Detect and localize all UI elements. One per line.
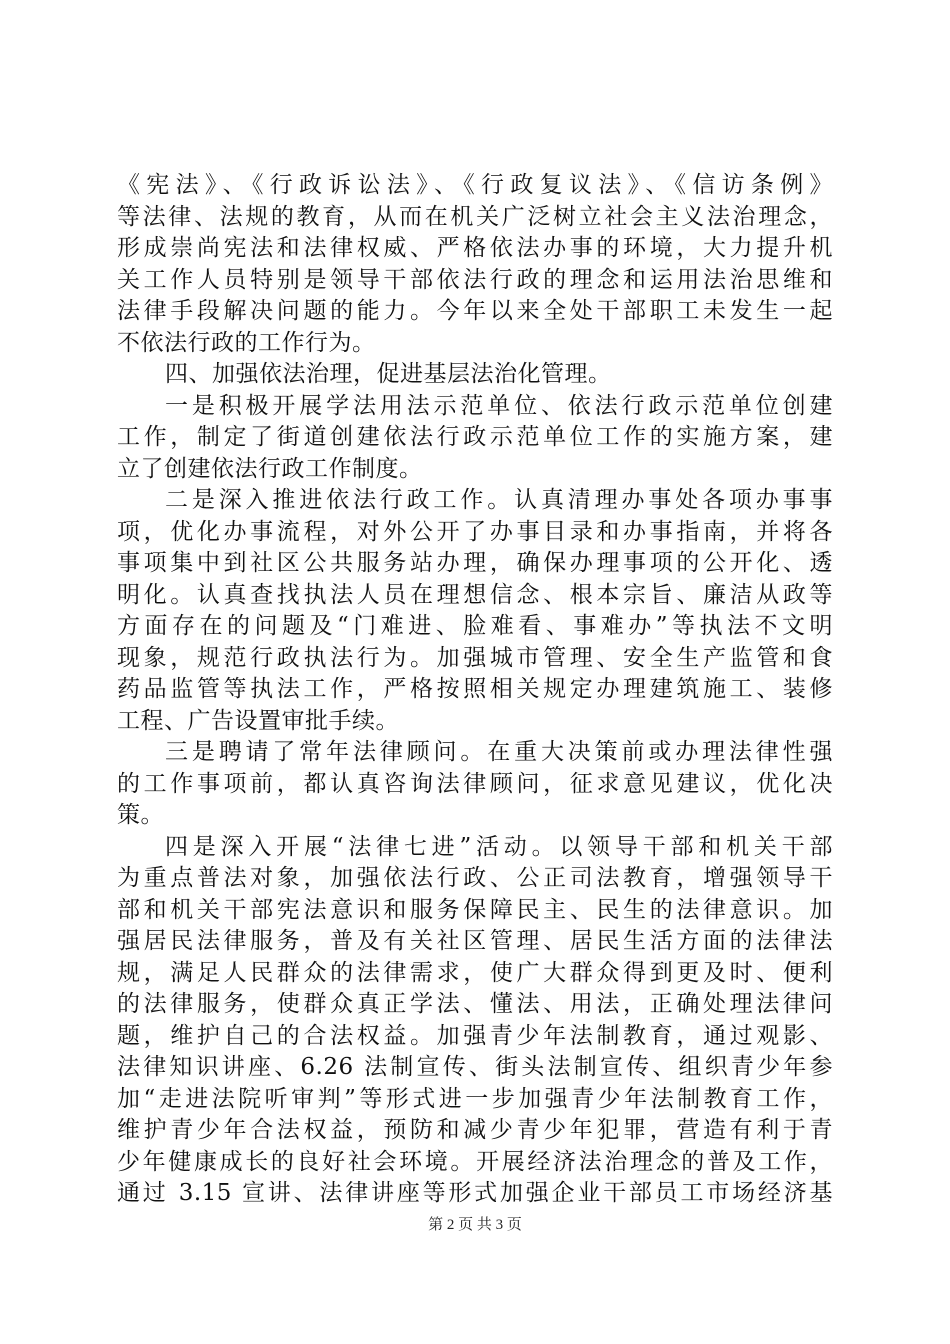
text-line: 《宪法》、《行政诉讼法》、《行政复议法》、《信访条例》 [117,172,833,198]
text-line: 四是深入开展“法律七进”活动。以领导干部和机关干部 [165,833,833,860]
text-line: 明化。认真查找执法人员在理想信念、根本宗旨、廉洁从政等 [117,581,833,608]
document-body [117,170,833,1210]
text-line: 为重点普法对象，加强依法行政、公正司法教育，增强领导干 [117,865,833,891]
text-line: 关工作人员特别是领导干部依法行政的理念和运用法治思维和 [117,266,833,293]
text-line: 四、加强依法治理，促进基层法治化管理。 [165,361,612,387]
text-line: 不依法行政的工作行为。 [117,329,376,356]
text-line: 强居民法律服务，普及有关社区管理、居民生活方面的法律法 [117,928,833,954]
text-line: 策。 [117,802,164,828]
text-line: 三是聘请了常年法律顾问。在重大决策前或办理法律性强 [165,739,833,765]
text-line: 法律知识讲座、6.26 法制宣传、街头法制宣传、组织青少年参 [117,1054,833,1080]
text-line: 的法律服务，使群众真正学法、懂法、用法，正确处理法律问 [117,991,833,1017]
text-line: 工程、广告设置审批手续。 [117,707,399,734]
text-line: 事项集中到社区公共服务站办理，确保办理事项的公开化、透 [117,550,833,576]
text-line: 方面存在的问题及“门难进、脸难看、事难办”等执法不文明 [117,613,833,639]
text-line: 形成崇尚宪法和法律权威、严格依法办事的环境，大力提升机 [117,235,833,261]
text-line: 项，优化办事流程，对外公开了办事目录和办事指南，并将各 [117,518,833,545]
text-line: 规，满足人民群众的法律需求，使广大群众得到更及时、便利 [117,959,833,986]
text-line: 药品监管等执法工作，严格按照相关规定办理建筑施工、装修 [117,676,833,702]
text-line: 现象，规范行政执法行为。加强城市管理、安全生产监管和食 [117,644,833,671]
text-line: 维护青少年合法权益，预防和减少青少年犯罪，营造有利于青 [117,1117,833,1143]
text-line: 二是深入推进依法行政工作。认真清理办事处各项办事事 [165,487,833,513]
text-line: 等法律、法规的教育，从而在机关广泛树立社会主义法治理念， [117,203,833,230]
text-line: 立了创建依法行政工作制度。 [117,455,423,482]
text-line: 加“走进法院听审判”等形式进一步加强青少年法制教育工作， [117,1085,833,1112]
text-line: 的工作事项前，都认真咨询法律顾问，征求意见建议，优化决 [117,770,833,797]
text-line: 工作，制定了街道创建依法行政示范单位工作的实施方案，建 [117,424,833,450]
text-line: 法律手段解决问题的能力。今年以来全处干部职工未发生一起 [117,298,833,324]
page-number-footer: 第 2 页 共 3 页 [428,1217,522,1233]
text-line: 通过 3.15 宣讲、法律讲座等形式加强企业干部员工市场经济基 [117,1180,833,1206]
text-line: 部和机关干部宪法意识和服务保障民主、民生的法律意识。加 [117,896,833,923]
text-line: 一是积极开展学法用法示范单位、依法行政示范单位创建 [165,392,833,419]
text-line: 题，维护自己的合法权益。加强青少年法制教育，通过观影、 [117,1022,833,1049]
text-line: 少年健康成长的良好社会环境。开展经济法治理念的普及工作， [117,1148,833,1175]
